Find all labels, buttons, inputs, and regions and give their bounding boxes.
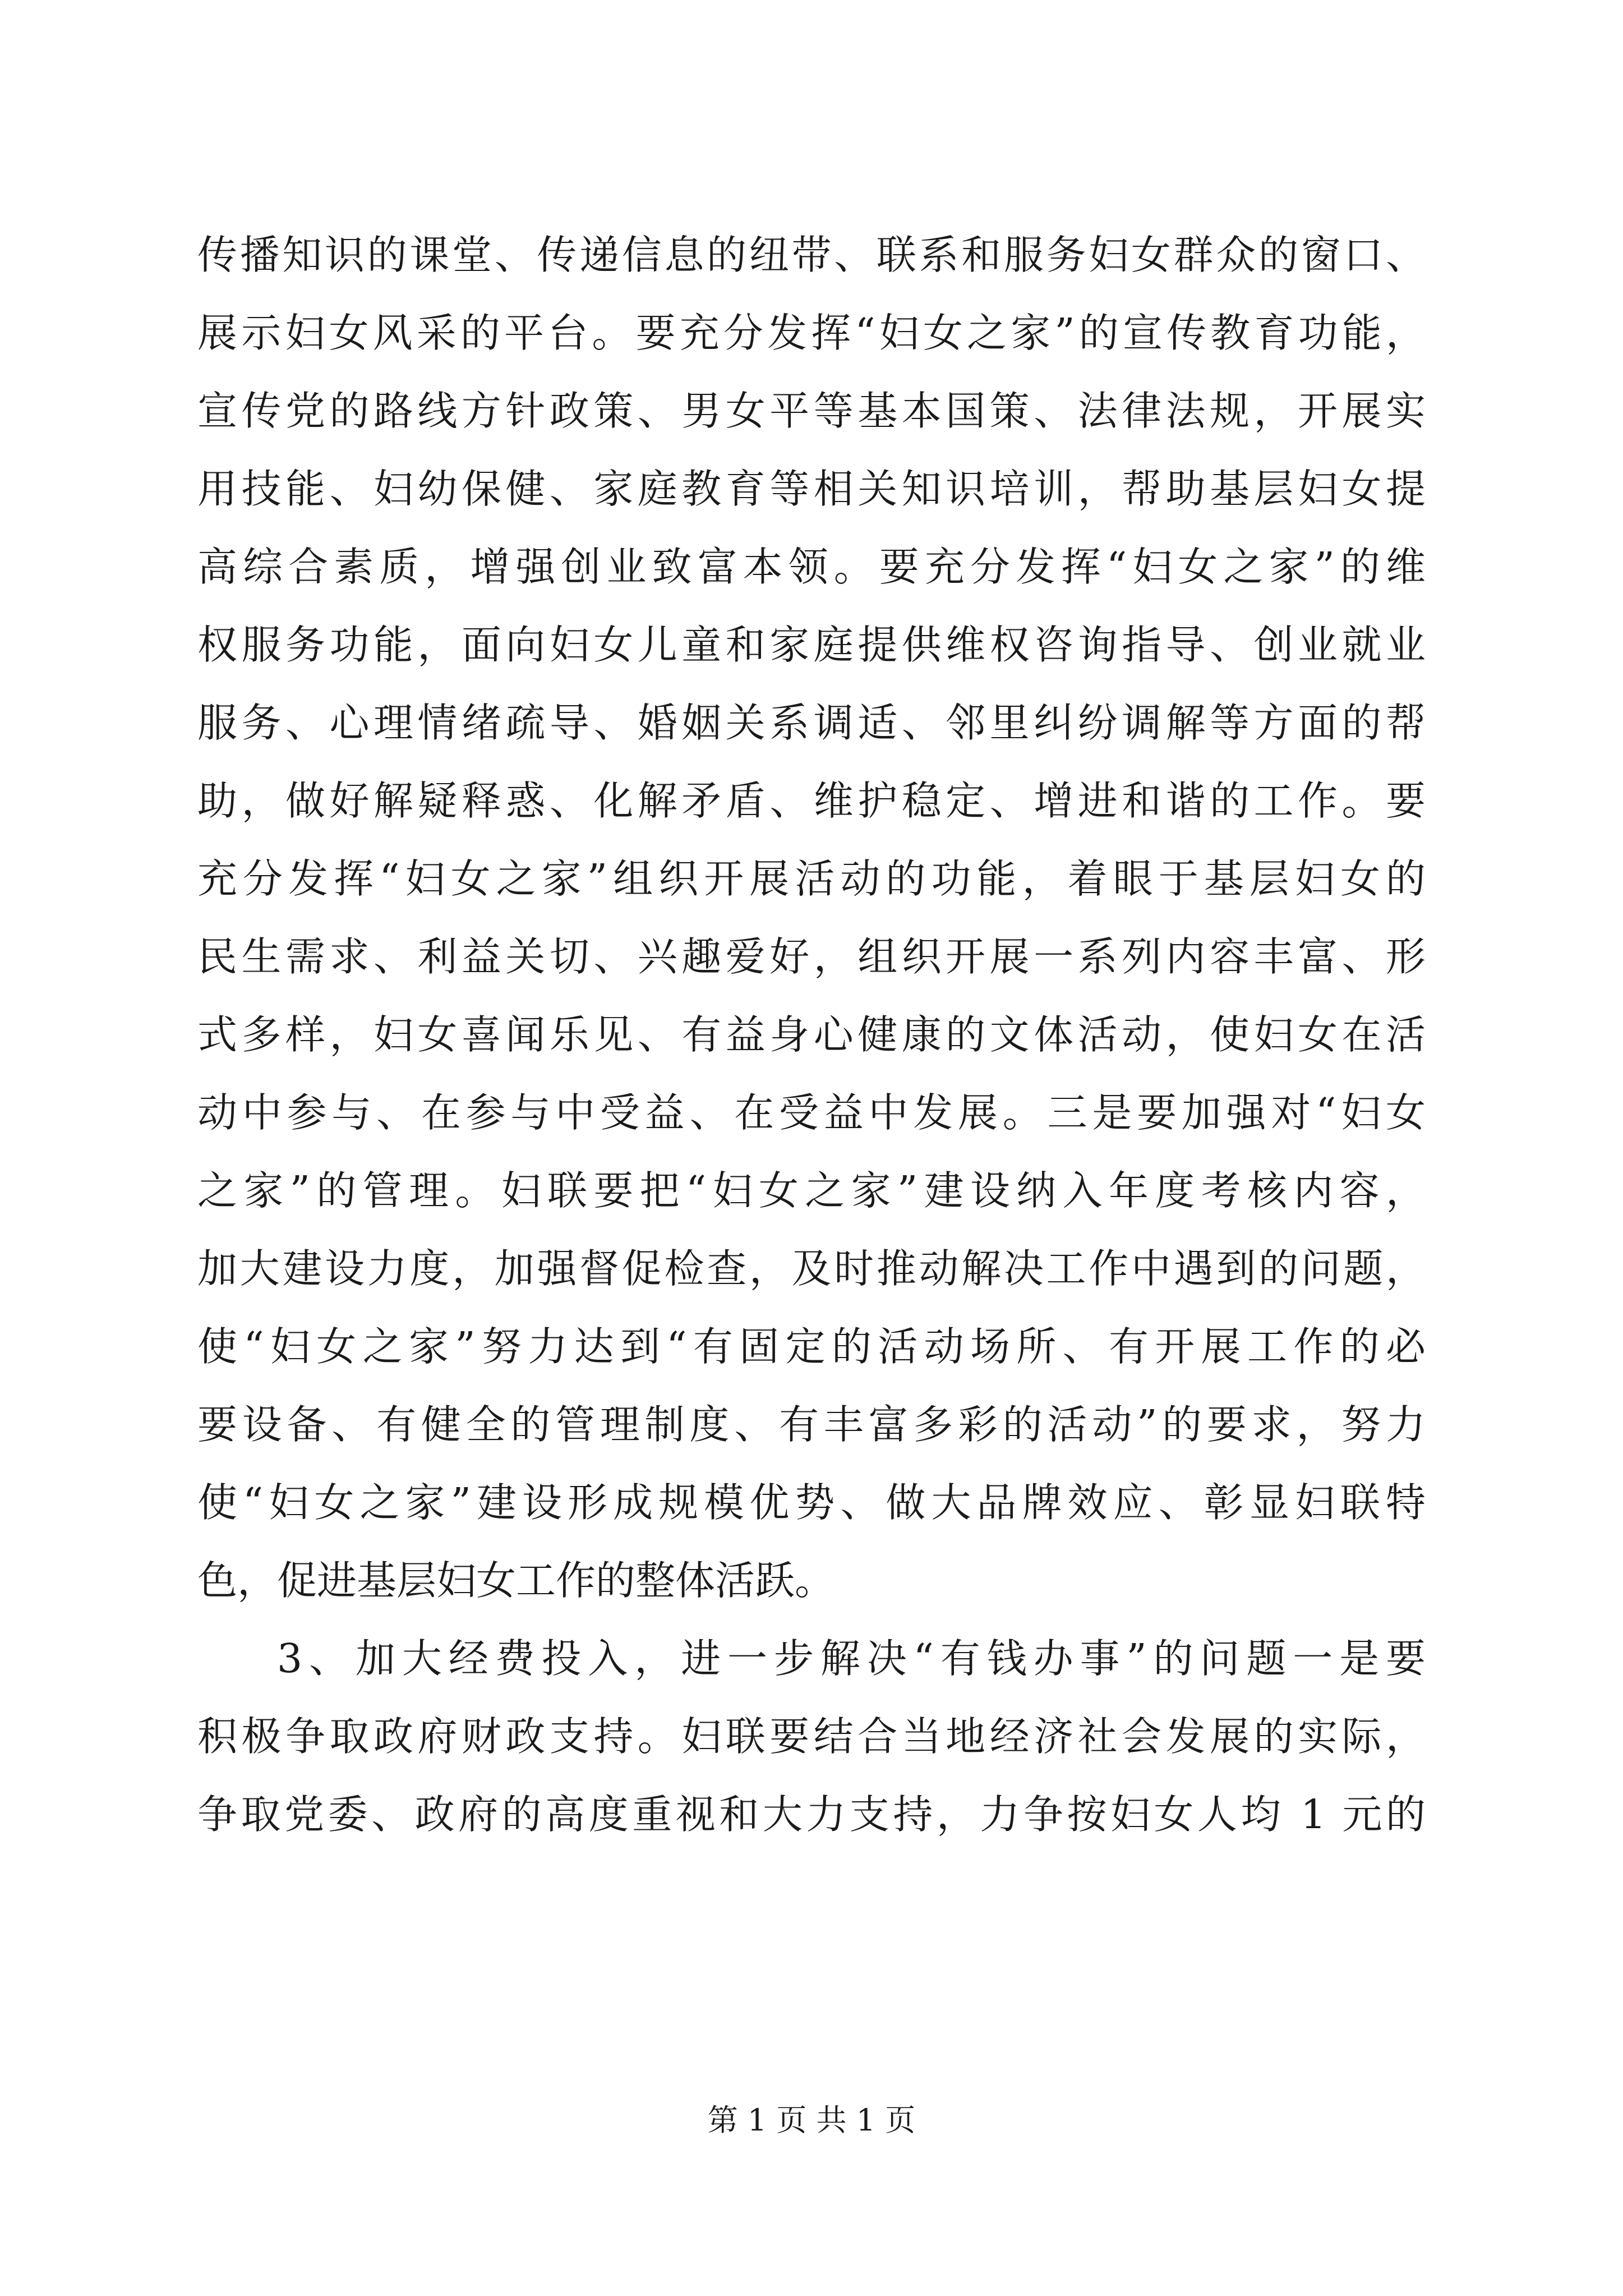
text-line: 使“妇女之家”建设形成规模优势、做大品牌效应、彰显妇联特 [197,1479,1426,1526]
text-line: 用技能、妇幼保健、家庭教育等相关知识培训，帮助基层妇女提 [197,466,1426,512]
text-line: 加大建设力度，加强督促检查，及时推动解决工作中遇到的问题， [197,1245,1426,1292]
body-text [197,216,1426,1853]
page-number: 第 1 页 共 1 页 [707,2102,916,2138]
text-line: 争取党委、政府的高度重视和大力支持，力争按妇女人均 1 元的 [197,1791,1426,1838]
text-line: 积极争取政府财政支持。妇联要结合当地经济社会发展的实际， [197,1713,1426,1760]
text-line: 充分发挥“妇女之家”组织开展活动的功能，着眼于基层妇女的 [197,855,1426,902]
text-line: 宣传党的路线方针政策、男女平等基本国策、法律法规，开展实 [197,388,1426,434]
text-line: 式多样，妇女喜闻乐见、有益身心健康的文体活动，使妇女在活 [197,1011,1426,1058]
paragraph-end-line: 色，促进基层妇女工作的整体活跃。 [197,1557,835,1604]
text-line: 传播知识的课堂、传递信息的纽带、联系和服务妇女群众的窗口、 [197,232,1426,278]
text-line: 之家”的管理。妇联要把“妇女之家”建设纳入年度考核内容， [197,1167,1426,1214]
text-line: 权服务功能，面向妇女儿童和家庭提供维权咨询指导、创业就业 [197,622,1426,668]
section-heading-line: 3、加大经费投入，进一步解决“有钱办事”的问题一是要 [277,1635,1426,1682]
page-footer [0,2101,1623,2140]
text-line: 服务、心理情绪疏导、婚姻关系调适、邻里纠纷调解等方面的帮 [197,700,1426,746]
text-line: 助，做好解疑释惑、化解矛盾、维护稳定、增进和谐的工作。要 [197,777,1426,824]
text-line: 动中参与、在参与中受益、在受益中发展。三是要加强对“妇女 [197,1089,1426,1136]
text-line: 民生需求、利益关切、兴趣爱好，组织开展一系列内容丰富、形 [197,933,1426,980]
text-line: 展示妇女风采的平台。要充分发挥“妇女之家”的宣传教育功能， [197,310,1426,356]
text-line: 高综合素质，增强创业致富本领。要充分发挥“妇女之家”的维 [197,544,1426,590]
text-line: 要设备、有健全的管理制度、有丰富多彩的活动”的要求，努力 [197,1401,1426,1448]
text-line: 使“妇女之家”努力达到“有固定的活动场所、有开展工作的必 [197,1323,1426,1370]
